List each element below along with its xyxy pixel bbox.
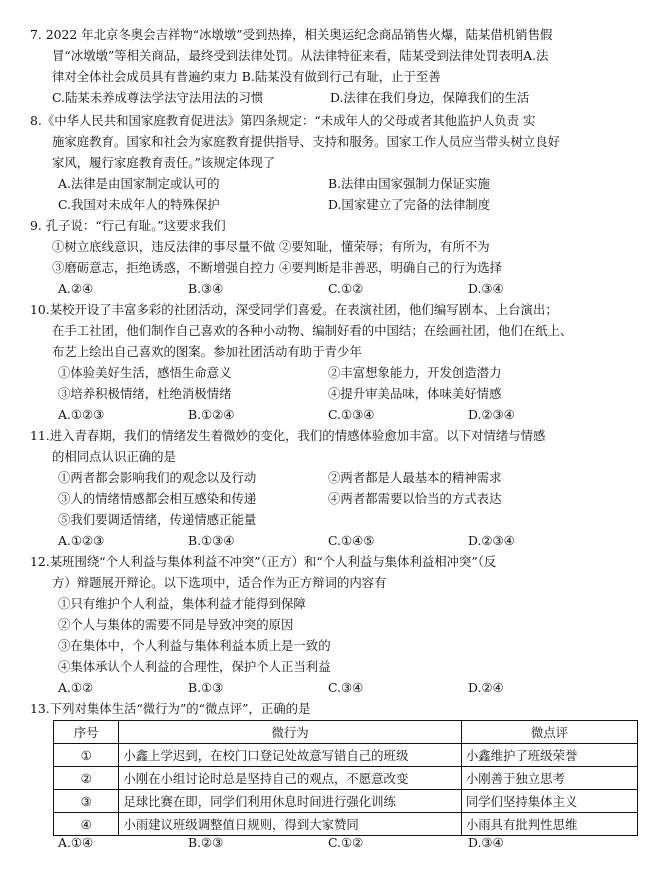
q11-stem-line: 的相同点认识正确的是 (52, 449, 176, 464)
q10-option-b: B.①②④ (188, 407, 235, 422)
q7-option-d: D.法律在我们身边，保障我们的生活 (330, 90, 530, 105)
q10-stem-line: 在手工社团，他们制作自己喜欢的各种小动物、编制好看的中国结；在绘画社团，他们在纸上、 (52, 323, 573, 338)
q9-item: ①树立底线意识，违反法律的事尽量不做 ②要知耻，懂荣辱；有所为，有所不为 (52, 239, 490, 254)
q11-stem-line: 11.进入青春期，我们的情绪发生着微妙的变化，我们的情感体验愈加丰富。以下对情绪与情感 (30, 428, 546, 443)
table-cell: ③ (54, 790, 119, 813)
q10-option-a: A.①②③ (58, 407, 105, 422)
table-cell: 小刚善于独立思考 (461, 767, 637, 790)
q11-option-b: B.①③④ (188, 533, 235, 548)
q12-option-d: D.②④ (468, 680, 504, 695)
q12-option-a: A.①② (58, 680, 94, 695)
q12-item: ③在集体中，个人利益与集体利益本质上是一致的 (58, 638, 331, 653)
table-header-behavior: 微行为 (119, 721, 461, 744)
q11-item: ④两者都需要以恰当的方式表达 (328, 491, 502, 506)
q8-option-a: A.法律是由国家制定或认可的 (58, 176, 220, 191)
q9-stem-line: 9. 孔子说：“行己有耻。”这要求我们 (30, 218, 226, 233)
q8-option-c: C.我国对未成年人的特殊保护 (58, 197, 220, 212)
q13-option-a: A.①④ (58, 835, 94, 850)
table-row (54, 744, 638, 767)
q7-stem-line: 7. 2022 年北京冬奥会吉祥物“冰墩墩”受到热捧，相关奥运纪念商品销售火爆，陆某借机销售假 (30, 27, 553, 42)
q10-option-d: D.②③④ (468, 407, 515, 422)
q10-item: ①体验美好生活，感悟生命意义 (58, 365, 232, 380)
q13-option-c: C.①② (328, 835, 364, 850)
q13-option-d: D.③④ (468, 835, 504, 850)
q9-option-a: A.②④ (58, 281, 94, 296)
table-cell: ② (54, 767, 119, 790)
table-cell: 小雨建议班级调整值日规则，得到大家赞同 (119, 813, 461, 836)
q9-option-c: C.①② (328, 281, 364, 296)
q11-item: ③人的情绪情感都会相互感染和传递 (58, 491, 257, 506)
q8-stem-line: 家风，履行家庭教育责任。”该规定体现了 (52, 155, 276, 170)
q13-table (53, 720, 638, 836)
q11-option-d: D.②③④ (468, 533, 515, 548)
q13-option-b: B.②③ (188, 835, 224, 850)
table-row (54, 767, 638, 790)
table-cell: ④ (54, 813, 119, 836)
table-cell: 足球比赛在即，同学们利用休息时间进行强化训练 (119, 790, 461, 813)
q11-item: ①两者都会影响我们的观念以及行动 (58, 470, 257, 485)
table-cell: ① (54, 744, 119, 767)
q7-stem-line: 冒“冰墩墩”等相关商品，最终受到法律处罚。从法律特征来看，陆某受到法律处罚表明A.法 (52, 48, 549, 63)
q12-item: ①只有维护个人利益，集体利益才能得到保障 (58, 596, 306, 611)
q10-item: ③培养积极情绪，杜绝消极情绪 (58, 386, 232, 401)
q12-stem-line: 12.某班围绕“个人利益与集体利益不冲突”（正方）和“个人利益与集体利益相冲突”（反 (30, 554, 497, 569)
q13-stem: 13.下列对集体生活“微行为”的“微点评”，正确的是 (30, 701, 311, 716)
q8-stem-line: 施家庭教育。国家和社会为家庭教育提供指导、支持和服务。国家工作人员应当带头树立良好 (52, 134, 561, 149)
table-header-number: 序号 (54, 721, 119, 744)
table-row (54, 813, 638, 836)
q8-option-d: D.国家建立了完备的法律制度 (328, 197, 491, 212)
q12-option-b: B.①③ (188, 680, 224, 695)
q10-option-c: C.①③④ (328, 407, 375, 422)
q10-item: ④提升审美品味，体味美好情感 (328, 386, 502, 401)
table-header-comment: 微点评 (461, 721, 637, 744)
q10-stem-line: 10.某校开设了丰富多彩的社团活动，深受同学们喜爱。在表演社团，他们编写剧本、上台演出； (30, 302, 558, 317)
q11-option-a: A.①②③ (58, 533, 105, 548)
table-cell: 小鑫维护了班级荣誉 (461, 744, 637, 767)
table-cell: 小刚在小组讨论时总是坚持自己的观点，不愿意改变 (119, 767, 461, 790)
q12-item: ②个人与集体的需要不同是导致冲突的原因 (58, 617, 294, 632)
q8-stem-line: 8.《中华人民共和国家庭教育促进法》第四条规定：“未成年人的父母或者其他监护人负责 实 (30, 113, 536, 128)
q8-option-b: B.法律由国家强制力保证实施 (328, 176, 490, 191)
table-cell: 小鑫上学迟到，在校门口登记处故意写错自己的班级 (119, 744, 461, 767)
table-row (54, 790, 638, 813)
q12-option-c: C.③④ (328, 680, 364, 695)
q9-option-d: D.③④ (468, 281, 504, 296)
q11-item: ⑤我们要调适情绪，传递情感正能量 (58, 512, 257, 527)
q12-item: ④集体承认个人利益的合理性，保护个人正当利益 (58, 659, 331, 674)
table-cell: 同学们坚持集体主义 (461, 790, 637, 813)
q9-option-b: B.③④ (188, 281, 224, 296)
q10-item: ②丰富想象能力，开发创造潜力 (328, 365, 502, 380)
q12-stem-line: 方）辩题展开辩论。以下选项中，适合作为正方辩词的内容有 (52, 575, 387, 590)
q7-option-c: C.陆某未养成尊法学法守法用法的习惯 (52, 90, 264, 105)
q11-option-c: C.①④⑤ (328, 533, 375, 548)
table-cell: 小雨具有批判性思维 (461, 813, 637, 836)
table-header-row (54, 721, 638, 744)
q7-stem-line: 律对全体社会成员具有普遍约束力 B.陆某没有做到行己有耻，止于至善 (52, 69, 441, 84)
q10-stem-line: 布艺上绘出自己喜欢的图案。参加社团活动有助于青少年 (52, 344, 362, 359)
q9-item: ③磨砺意志，拒绝诱惑，不断增强自控力 ④要判断是非善恶，明确自己的行为选择 (52, 260, 503, 275)
q11-item: ②两者都是人最基本的精神需求 (328, 470, 502, 485)
